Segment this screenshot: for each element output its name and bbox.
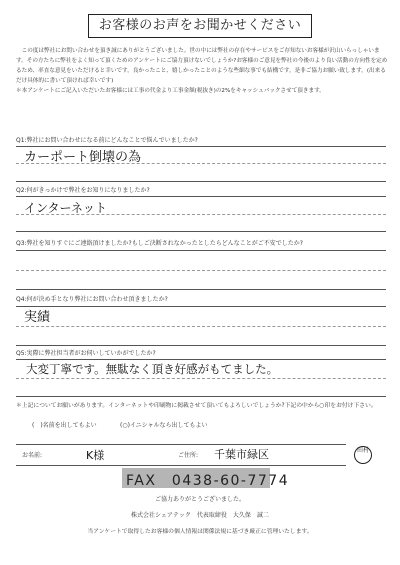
hanko-seal-icon: 田村: [354, 446, 372, 464]
q2-label: Q2:何がきっかけで弊社をお知りになりましたか?: [16, 187, 150, 194]
q4-answer-box[interactable]: [16, 306, 386, 346]
name-value[interactable]: K様: [86, 449, 105, 462]
consent-question: ＊上記についてお願いがあります。インターネットや印刷物に掲載させて頂いてもよろしいでしょうか?下記の中から○印をお付け下さい。: [16, 403, 377, 409]
privacy-note: 当アンケートで取得したお客様の個人情報は関係法規に基づき厳正に管理いたします。: [87, 529, 313, 535]
name-label: お名前:: [22, 452, 43, 459]
intro-paragraph: この度は弊社にお問い合わせを頂き誠にありがとうございました。世の中には弊社の存在やサービスをご存知ないお客様が沢山いらっしゃいます。その方たちに弊社をよく知って頂くためのアンケートにご協力頂けないでしょうか?お客様のご意見を弊社の今後のより良い活動の方向性を定めるため、率直な意見をいただけると幸いです。良かったこと、嬉しかったことのような些細な事でも結構です。是非ご協力お願い致します。(出来るだけ具体的に書いて頂ければ幸いです): [16, 48, 388, 84]
page-title: お客様のお声をお聞かせください: [88, 14, 312, 38]
company-line: 株式会社シェアテック 代表取締役 大久保 誠二: [131, 512, 269, 519]
consent-option-name[interactable]: ( )名前を出してもよい: [32, 422, 97, 429]
q5-label: Q5:実際に弊社担当者がお伺いしていかがでしたか?: [16, 350, 156, 357]
q2-answer: インターネット: [24, 201, 107, 215]
address-label: ご住所:: [178, 452, 199, 459]
q1-label: Q1:弊社にお問い合わせになる前にどんなことで悩んでいましたか?: [16, 137, 198, 144]
q2-answer-box[interactable]: [16, 196, 386, 232]
consent-option-initials[interactable]: (○)イニシャルなら出してもよい: [120, 422, 208, 429]
q5-answer: 大変丁寧です。無駄なく頂き好感がもてました。: [26, 362, 279, 376]
fax-number: FAX 0438-60-7774: [126, 473, 290, 489]
q4-label: Q4:何が決め手となり弊社にお問い合わせ頂きましたか?: [16, 296, 168, 303]
intro-text: [16, 46, 388, 96]
answer-rule: [16, 378, 386, 379]
q4-answer: 実績: [24, 310, 51, 325]
thanks-text: ご協力ありがとうございました。: [154, 496, 245, 503]
answer-rule: [16, 326, 386, 327]
q5-answer-box[interactable]: [16, 359, 386, 397]
q3-answer-box[interactable]: [16, 250, 386, 290]
cashback-note: ＊本アンケートにご記入いただいたお客様には工事の代金より工事金額(税抜き)の2%をキャッシュバックさせて頂きます。: [16, 88, 325, 94]
q1-answer-box[interactable]: [16, 146, 386, 182]
answer-rule: [16, 270, 386, 271]
address-value[interactable]: 千葉市緑区: [214, 448, 269, 461]
q1-answer: カーポート倒壊の為: [24, 150, 142, 165]
q3-label: Q3:弊社を知りすぐにご連絡頂けましたか?もしご決断されなかったとしたらどんなことがご不安でしたか?: [16, 240, 303, 247]
